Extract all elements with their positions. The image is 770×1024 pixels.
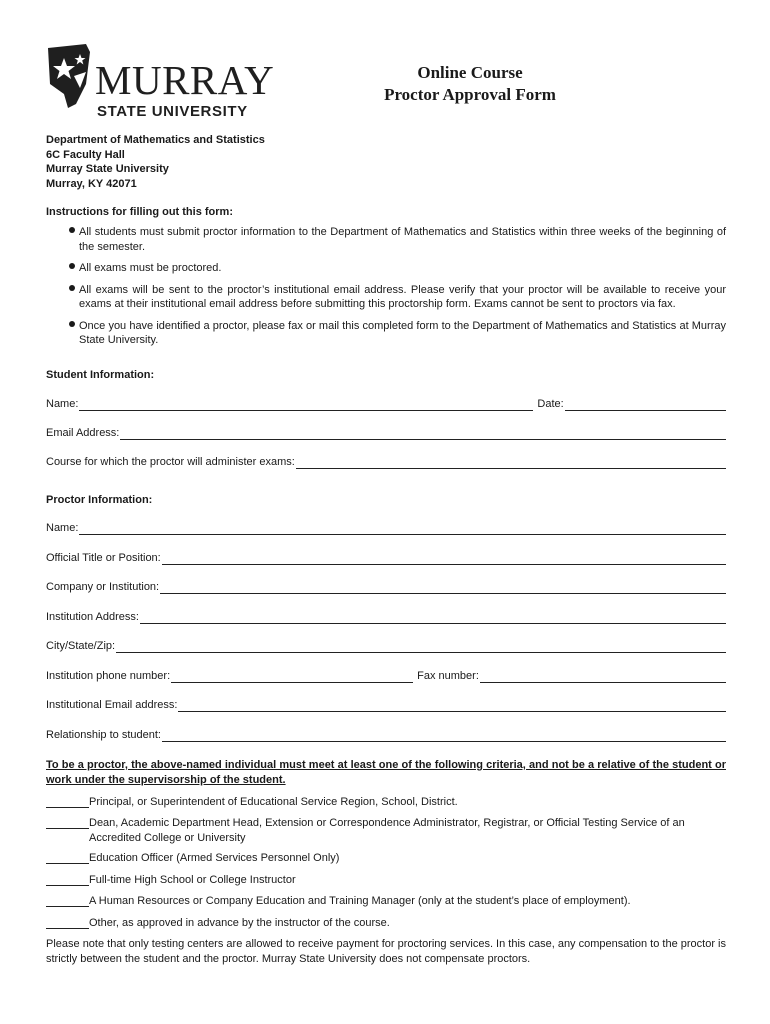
criteria-item: Dean, Academic Department Head, Extension or Correspondence Administrator, Registrar, or Official Testing Service of an Accredited College or University [46, 816, 726, 845]
proctor-email-field[interactable] [178, 700, 726, 712]
fax-field[interactable] [480, 671, 726, 683]
criteria-checkbox-line[interactable] [46, 916, 89, 929]
proctor-title-field[interactable] [162, 553, 726, 565]
fax-label: Fax number: [417, 670, 479, 682]
proctor-name-label: Name: [46, 522, 79, 534]
logo-subtitle: STATE UNIVERSITY [97, 103, 248, 120]
page-title [370, 62, 570, 106]
instruction-item: All exams will be sent to the proctor’s institutional email address. Please verify that your proctor will be available to receive your exams at their institutional email address before submitting this proctorship form. Exams cannot be sent to proctors via fax. [46, 283, 726, 312]
instruction-item: All students must submit proctor information to the Department of Mathematics and Statistics within three weeks of the beginning of the semester. [46, 225, 726, 254]
criteria-checkbox-line[interactable] [46, 816, 89, 829]
bullet-icon [69, 285, 75, 291]
address-line: Department of Mathematics and Statistics [46, 134, 265, 146]
criteria-item: Full-time High School or College Instructor [46, 873, 726, 888]
criteria-heading: To be a proctor, the above-named individual must meet at least one of the following criteria, and not be a relative of the student or work under the supervisorship of the student. [46, 759, 726, 786]
bullet-icon [69, 263, 75, 269]
course-field[interactable] [296, 457, 726, 469]
relationship-label: Relationship to student: [46, 729, 161, 741]
relationship-field[interactable] [162, 730, 726, 742]
date-field[interactable] [565, 399, 726, 411]
institution-address-field[interactable] [140, 612, 726, 624]
course-row [46, 456, 726, 469]
city-label: City/State/Zip: [46, 640, 116, 652]
bullet-icon [69, 321, 75, 327]
company-field[interactable] [160, 582, 726, 594]
criteria-checkbox-line[interactable] [46, 894, 89, 907]
student-email-field[interactable] [120, 428, 726, 440]
city-row [46, 640, 726, 653]
phone-fax-row [46, 670, 726, 683]
logo-wordmark: MURRAY [95, 57, 275, 103]
date-label: Date: [537, 398, 564, 410]
course-label: Course for which the proctor will administer exams: [46, 456, 295, 468]
relationship-row [46, 729, 726, 742]
department-address [46, 133, 265, 191]
title-line-2: Proctor Approval Form [384, 85, 556, 104]
instructions-heading: Instructions for filling out this form: [46, 206, 233, 218]
city-field[interactable] [116, 641, 726, 653]
company-row [46, 581, 726, 594]
student-name-row [46, 398, 726, 411]
address-line: 6C Faculty Hall [46, 148, 125, 161]
institution-address-row [46, 611, 726, 624]
bullet-icon [69, 227, 75, 233]
student-name-field[interactable] [79, 399, 533, 411]
proctor-title-row [46, 552, 726, 565]
criteria-checkbox-line[interactable] [46, 873, 89, 886]
shield-icon [46, 44, 94, 108]
proctor-info-heading: Proctor Information: [46, 494, 153, 506]
university-logo [46, 44, 276, 124]
student-name-label: Name: [46, 398, 79, 410]
criteria-item: A Human Resources or Company Education and Training Manager (only at the student’s place of employment). [46, 894, 726, 909]
title-line-1: Online Course [417, 63, 523, 82]
criteria-item: Education Officer (Armed Services Personnel Only) [46, 851, 726, 866]
criteria-checkbox-line[interactable] [46, 851, 89, 864]
criteria-item: Other, as approved in advance by the instructor of the course. [46, 916, 726, 931]
phone-label: Institution phone number: [46, 670, 171, 682]
address-line: Murray, KY 42071 [46, 177, 137, 190]
instruction-item: All exams must be proctored. [46, 261, 726, 276]
institution-address-label: Institution Address: [46, 611, 139, 623]
criteria-item: Principal, or Superintendent of Educational Service Region, School, District. [46, 795, 726, 810]
student-email-row [46, 427, 726, 440]
payment-note: Please note that only testing centers are allowed to receive payment for proctoring services. In this case, any compensation to the proctor is strictly between the student and the proctor. Murray State University does not compensate proctors. [46, 938, 726, 965]
proctor-email-row [46, 699, 726, 712]
company-label: Company or Institution: [46, 581, 160, 593]
proctor-name-row [46, 522, 726, 535]
instructions-list [46, 225, 726, 355]
proctor-name-field[interactable] [79, 523, 726, 535]
student-email-label: Email Address: [46, 427, 120, 439]
proctor-title-label: Official Title or Position: [46, 552, 161, 564]
criteria-checkbox-line[interactable] [46, 795, 89, 808]
address-line: Murray State University [46, 163, 169, 175]
student-info-heading: Student Information: [46, 369, 155, 381]
phone-field[interactable] [171, 671, 413, 683]
instruction-item: Once you have identified a proctor, please fax or mail this completed form to the Department of Mathematics and Statistics at Murray State University. [46, 319, 726, 348]
proctor-email-label: Institutional Email address: [46, 699, 178, 711]
